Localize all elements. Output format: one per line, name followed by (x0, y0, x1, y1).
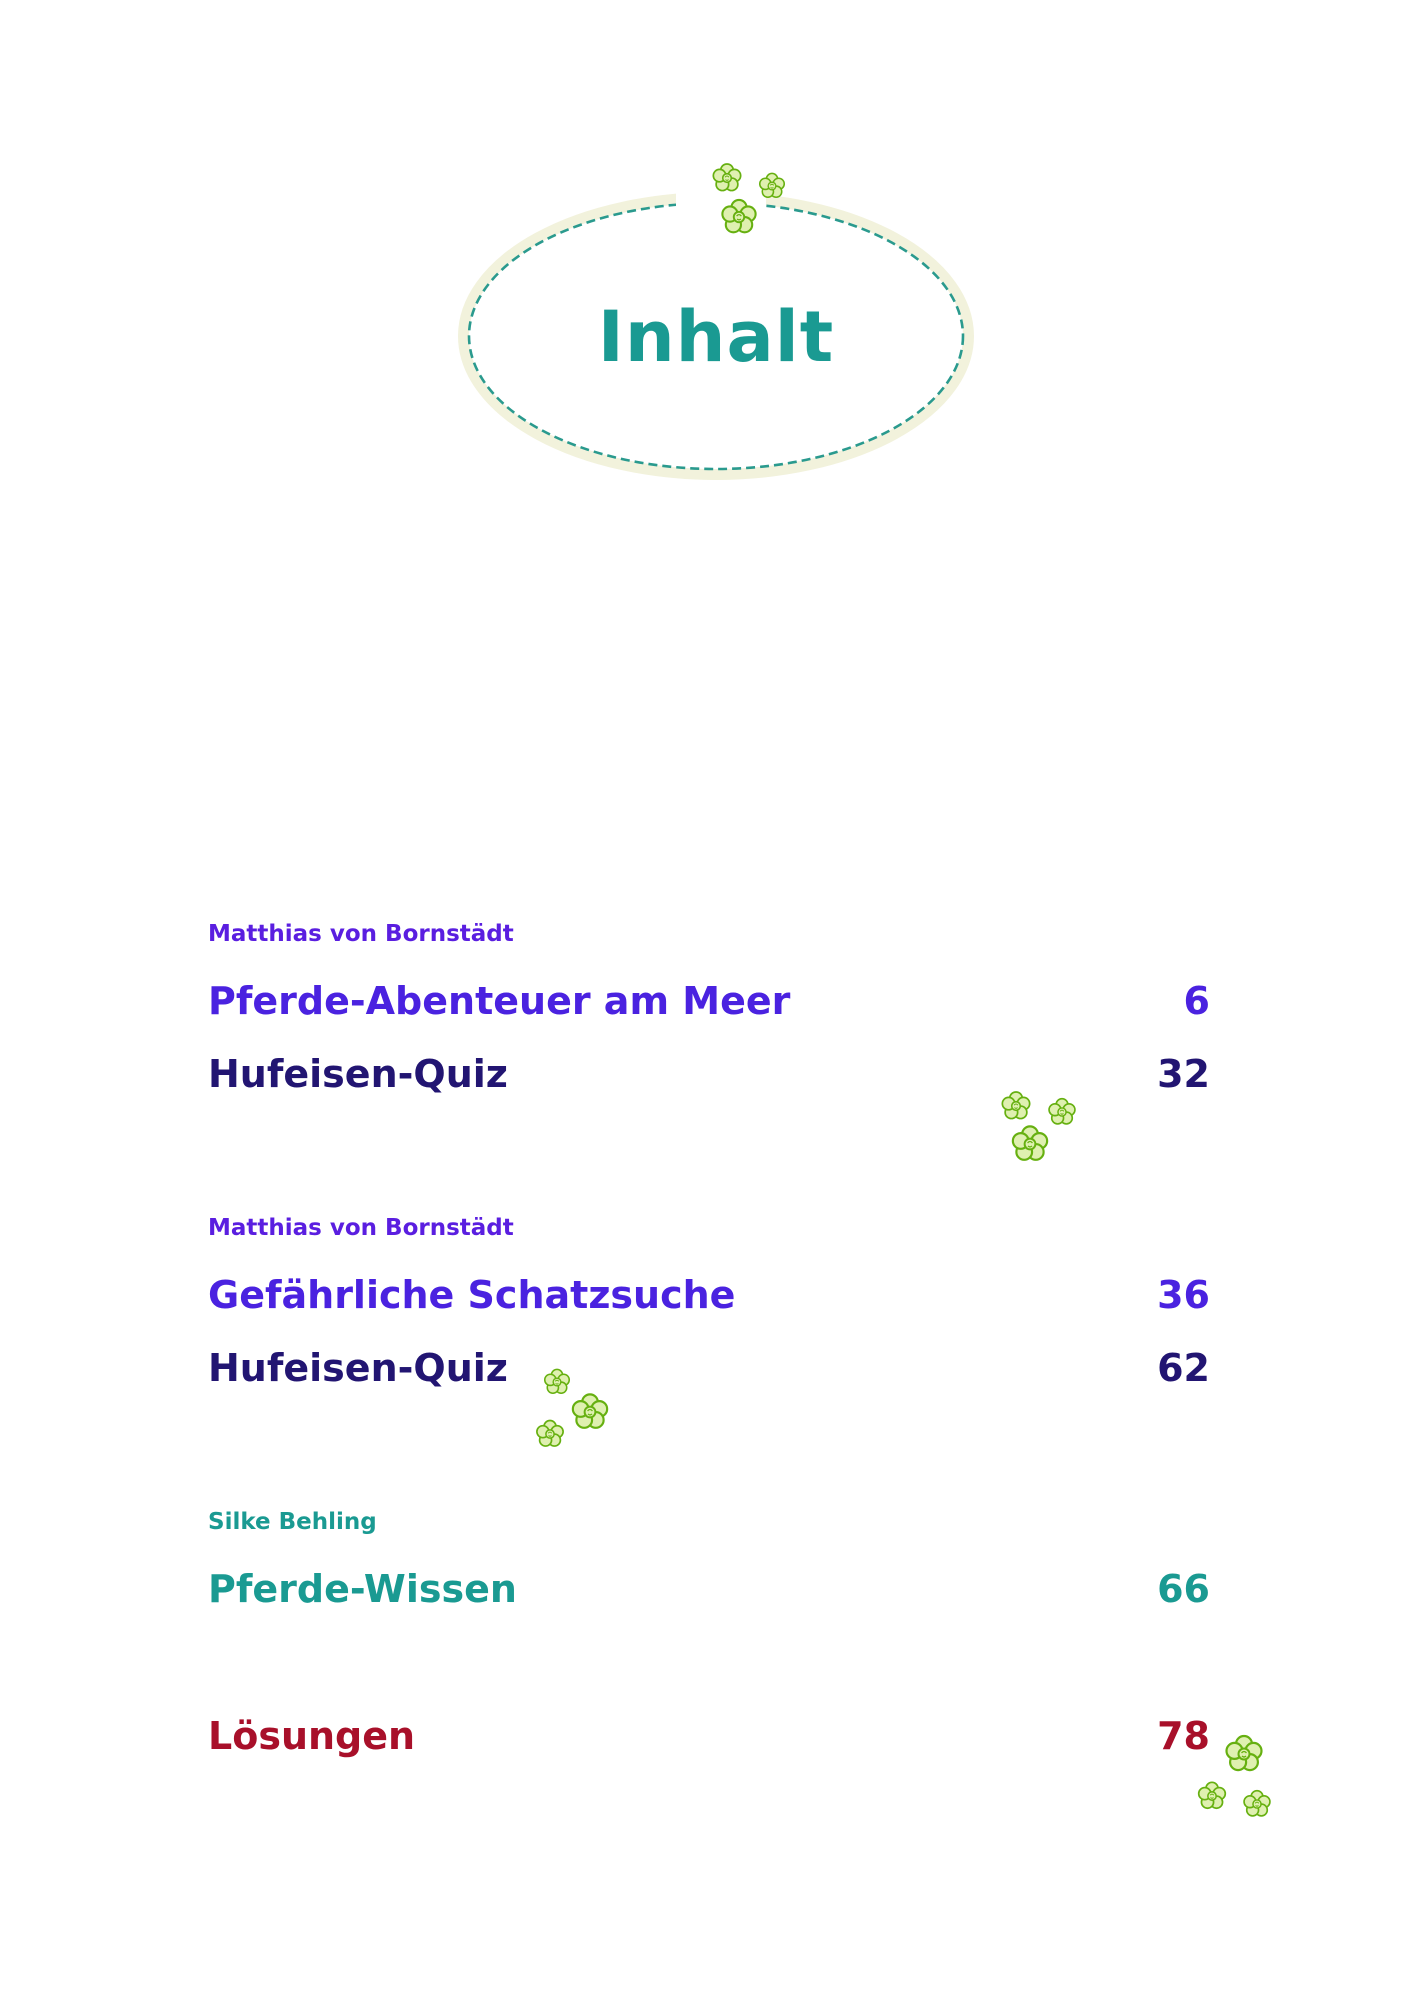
toc-entry-title[interactable]: Pferde-Wissen (208, 1567, 517, 1611)
section-author: Matthias von Bornstädt (208, 1215, 514, 1241)
toc-entry-title[interactable]: Lösungen (208, 1714, 416, 1758)
toc-entry-page[interactable]: 62 (1157, 1346, 1210, 1390)
toc-entry-page[interactable]: 36 (1157, 1273, 1210, 1317)
toc-entry-page[interactable]: 32 (1157, 1052, 1210, 1096)
toc-entry-title[interactable]: Gefährliche Schatzsuche (208, 1273, 736, 1317)
page-title: Inhalt (597, 296, 835, 378)
section-author: Silke Behling (208, 1509, 377, 1535)
toc-entry-page[interactable]: 66 (1157, 1567, 1210, 1611)
toc-entry-page[interactable]: 6 (1183, 979, 1210, 1023)
toc-entry-page[interactable]: 78 (1157, 1714, 1210, 1758)
toc-entry-title[interactable]: Hufeisen-Quiz (208, 1346, 508, 1390)
flower-cluster-icon (700, 152, 800, 248)
toc-entry-title[interactable]: Pferde-Abenteuer am Meer (208, 979, 791, 1023)
section-author: Matthias von Bornstädt (208, 921, 514, 947)
toc-entry-title[interactable]: Hufeisen-Quiz (208, 1052, 508, 1096)
flower-cluster-icon (992, 1082, 1092, 1178)
flower-cluster-icon (524, 1360, 620, 1456)
